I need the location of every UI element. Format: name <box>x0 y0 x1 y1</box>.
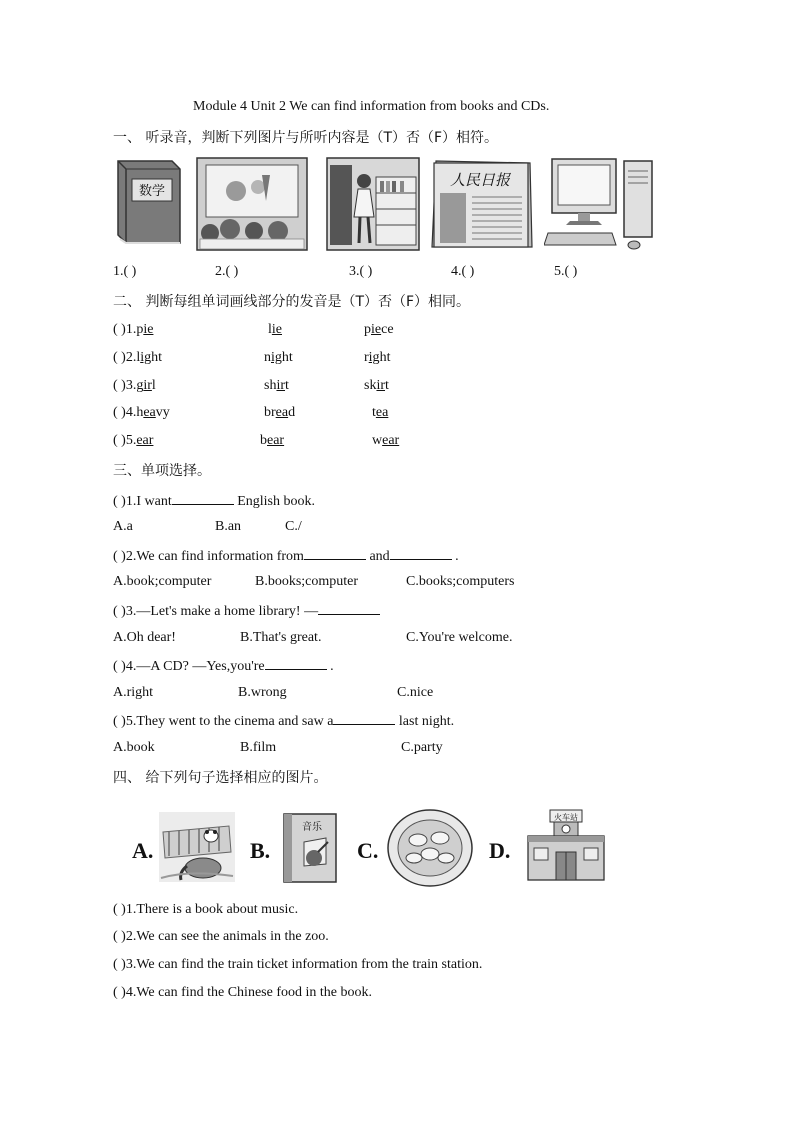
section-2-heading: 二、 判断每组单词画线部分的发音是（T）否（F）相同。 <box>113 294 471 310</box>
answer-blank-1[interactable]: 1.( ) <box>113 264 137 279</box>
phonics-word: lie <box>268 322 282 337</box>
question-text: 3.—Let's make a home library! — <box>125 604 319 619</box>
option-c[interactable]: C.party <box>401 740 443 755</box>
phonics-row-4: ( )4.heavy <box>113 405 170 420</box>
math-book-picture <box>112 157 186 249</box>
newspaper-picture <box>428 157 536 251</box>
phonics-word: right <box>364 350 391 365</box>
phonics-word: shirt <box>264 378 289 393</box>
phonics-word: piece <box>364 322 394 337</box>
music-book-picture <box>282 812 338 884</box>
phonics-word: tea <box>372 405 389 420</box>
question-text: . <box>326 659 334 674</box>
question-2 <box>113 547 459 565</box>
fill-blank[interactable] <box>172 492 234 505</box>
option-c[interactable]: C.books;computers <box>406 574 515 589</box>
question-text: . <box>451 549 459 564</box>
answer-paren[interactable]: ( ) <box>113 549 126 564</box>
question-text: 4.—A CD? —Yes,you're <box>125 659 265 674</box>
phonics-word: bear <box>260 433 285 448</box>
phonics-word: bread <box>264 405 296 420</box>
food-dish-picture <box>386 808 474 888</box>
math-book-title: 数学 <box>138 184 166 199</box>
train-station-picture <box>522 806 610 884</box>
answer-blank-2[interactable]: 2.( ) <box>215 264 239 279</box>
option-b[interactable]: B.film <box>240 740 277 755</box>
item-number: 1. <box>125 322 137 337</box>
option-b[interactable]: B.books;computer <box>255 574 359 589</box>
fill-blank[interactable] <box>265 657 327 670</box>
question-text: 5.They went to the cinema and saw a <box>125 714 334 729</box>
option-a[interactable]: A.book <box>113 740 155 755</box>
answer-blank-4[interactable]: 4.( ) <box>451 264 475 279</box>
answer-paren[interactable]: ( ) <box>113 929 126 944</box>
option-a[interactable]: A.a <box>113 519 133 534</box>
sentence-text: 1.There is a book about music. <box>125 902 299 917</box>
cinema-picture <box>196 157 308 251</box>
answer-paren[interactable]: ( ) <box>113 378 126 393</box>
phonics-word: night <box>264 350 293 365</box>
sentence-text: 4.We can find the Chinese food in the book. <box>125 985 372 1000</box>
option-b[interactable]: B.That's great. <box>240 630 322 645</box>
newspaper-title: 人民日报 <box>449 171 511 189</box>
question-4 <box>113 657 334 675</box>
fill-blank[interactable] <box>390 547 452 560</box>
option-a[interactable]: A.Oh dear! <box>113 630 176 645</box>
question-text: English book. <box>233 494 315 509</box>
match-item-2 <box>113 929 329 945</box>
answer-blank-5[interactable]: 5.( ) <box>554 264 578 279</box>
option-c[interactable]: C.nice <box>397 685 434 700</box>
option-b[interactable]: B.wrong <box>238 685 287 700</box>
computer-picture <box>544 157 656 253</box>
answer-paren[interactable]: ( ) <box>113 322 126 337</box>
picture-label-d: D. <box>489 838 511 863</box>
answer-paren[interactable]: ( ) <box>113 714 126 729</box>
question-text: and <box>365 549 390 564</box>
phonics-word: skirt <box>364 378 389 393</box>
fill-blank[interactable] <box>304 547 366 560</box>
answer-paren[interactable]: ( ) <box>113 902 126 917</box>
answer-paren[interactable]: ( ) <box>113 604 126 619</box>
sentence-text: 2.We can see the animals in the zoo. <box>125 929 329 944</box>
sentence-text: 3.We can find the train ticket information from the train station. <box>125 957 483 972</box>
phonics-word: wear <box>372 433 400 448</box>
answer-paren[interactable]: ( ) <box>113 433 126 448</box>
item-number: 3. <box>125 378 137 393</box>
phonics-row-5: ( )5.ear <box>113 433 154 448</box>
question-text: last night. <box>395 714 455 729</box>
item-number: 4. <box>125 405 137 420</box>
word-part: p <box>136 322 144 337</box>
answer-paren[interactable]: ( ) <box>113 350 126 365</box>
fill-blank[interactable] <box>333 712 395 725</box>
zoo-picture <box>159 812 235 882</box>
section-3-heading: 三、单项选择。 <box>113 463 211 479</box>
phonics-row-3: ( )3.girl <box>113 378 156 393</box>
answer-paren[interactable]: ( ) <box>113 494 126 509</box>
answer-paren[interactable]: ( ) <box>113 659 126 674</box>
underlined-part: ie <box>143 322 154 337</box>
page-title: Module 4 Unit 2 We can find information from books and CDs. <box>193 99 550 114</box>
match-item-3 <box>113 957 482 973</box>
question-5 <box>113 712 454 730</box>
option-a[interactable]: A.book;computer <box>113 574 212 589</box>
option-c[interactable]: C.You're welcome. <box>406 630 513 645</box>
fill-blank[interactable] <box>318 602 380 615</box>
section-1-heading: 一、 听录音，判断下列图片与所听内容是（T）否（F）相符。 <box>113 130 499 146</box>
picture-label-b: B. <box>250 838 271 863</box>
question-1 <box>113 492 315 510</box>
phonics-row-2: ( )2.light <box>113 350 162 365</box>
phonics-row-1 <box>113 322 153 338</box>
answer-paren[interactable]: ( ) <box>113 957 126 972</box>
match-item-4 <box>113 985 372 1001</box>
item-number: 2. <box>125 350 137 365</box>
station-sign-text: 火车站 <box>554 813 578 822</box>
match-item-1 <box>113 902 298 918</box>
picture-label-c: C. <box>357 838 379 863</box>
answer-blank-3[interactable]: 3.( ) <box>349 264 373 279</box>
section-4-heading: 四、 给下列句子选择相应的图片。 <box>113 770 328 786</box>
question-3 <box>113 602 380 620</box>
option-a[interactable]: A.right <box>113 685 154 700</box>
option-b[interactable]: B.an <box>215 519 242 534</box>
music-book-title: 音乐 <box>302 822 322 833</box>
library-girl-picture <box>326 157 420 251</box>
question-text: 2.We can find information from <box>125 549 304 564</box>
answer-paren[interactable]: ( ) <box>113 405 126 420</box>
answer-paren[interactable]: ( ) <box>113 985 126 1000</box>
question-text: 1.I want <box>125 494 172 509</box>
option-c[interactable]: C./ <box>285 519 302 534</box>
picture-label-a: A. <box>132 838 154 863</box>
item-number: 5. <box>125 433 137 448</box>
